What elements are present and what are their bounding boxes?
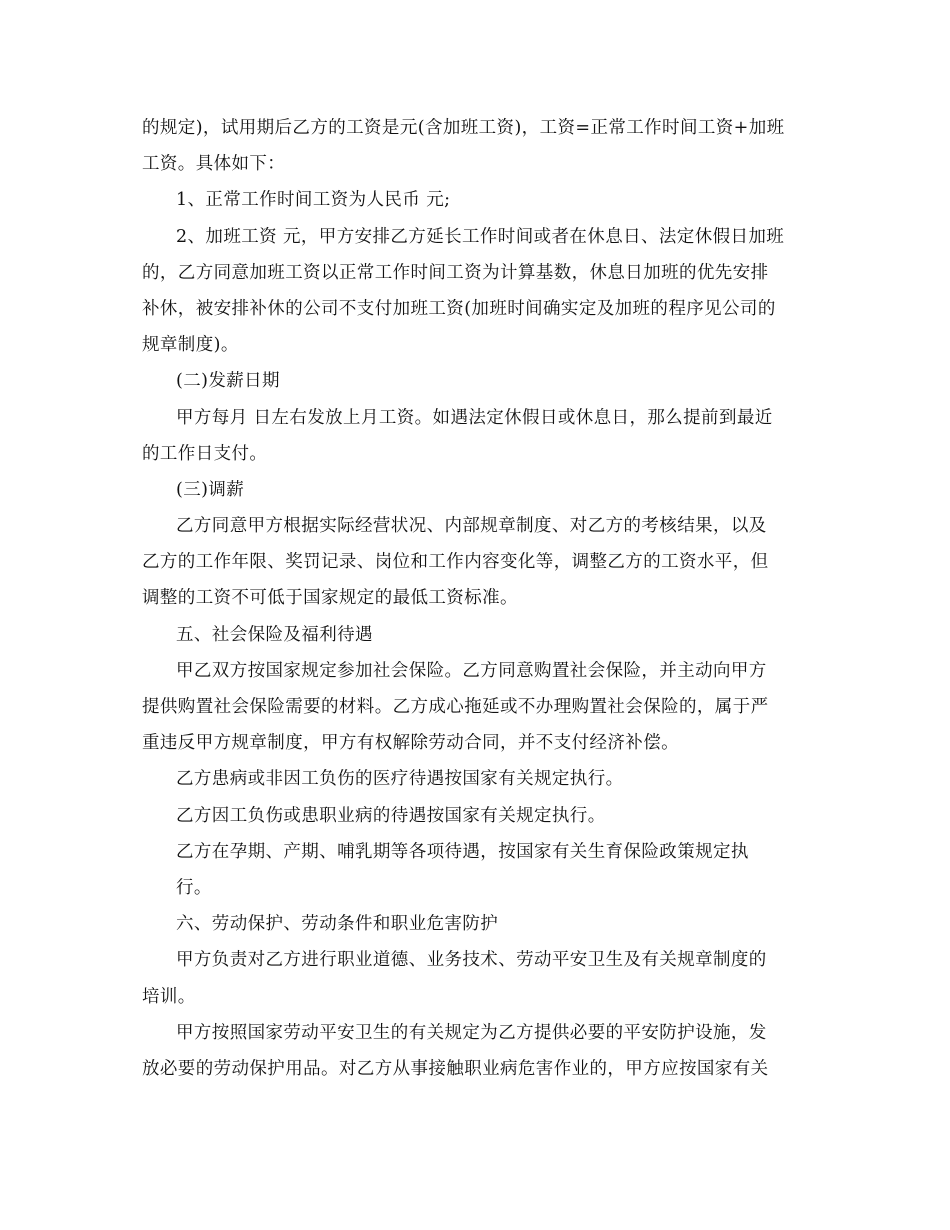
text-line: 的工作日支付。 <box>142 443 268 464</box>
section-heading: 五、社会保险及福利待遇 <box>176 624 373 645</box>
text-line: 2、加班工资 元，甲方安排乙方延长工作时间或者在休息日、法定休假日加班 <box>176 226 785 247</box>
text-line: 乙方的工作年限、奖罚记录、岗位和工作内容变化等，调整乙方的工资水平，但 <box>142 552 769 573</box>
text-line: 补休，被安排补休的公司不支付加班工资(加班时间确实定及加班的程序见公司的 <box>142 298 776 319</box>
section-heading: (二)发薪日期 <box>176 371 280 392</box>
text-line: 行。 <box>176 877 212 898</box>
section-heading: (三)调薪 <box>176 479 245 500</box>
text-line: 甲方负责对乙方进行职业道德、业务技术、劳动平安卫生及有关规章制度的 <box>176 950 767 971</box>
text-line: 调整的工资不可低于国家规定的最低工资标准。 <box>142 588 518 609</box>
text-line: 的规定)，试用期后乙方的工资是元(含加班工资)，工资=正常工作时间工资+加班 <box>142 118 785 138</box>
text-line: 甲方按照国家劳动平安卫生的有关规定为乙方提供必要的平安防护设施，发 <box>176 1022 767 1043</box>
text-line: 的，乙方同意加班工资以正常工作时间工资为计算基数，休息日加班的优先安排 <box>142 262 769 283</box>
text-line: 乙方患病或非因工负伤的医疗待遇按国家有关规定执行。 <box>176 769 624 790</box>
text-line: 放必要的劳动保护用品。对乙方从事接触职业病危害作业的，甲方应按国家有关 <box>142 1058 769 1079</box>
section-heading: 六、劳动保护、劳动条件和职业危害防护 <box>176 914 499 935</box>
text-line: 培训。 <box>142 986 196 1007</box>
text-line: 1、正常工作时间工资为人民币 元; <box>176 190 451 211</box>
text-line: 乙方在孕期、产期、哺乳期等各项待遇，按国家有关生育保险政策规定执 <box>176 841 749 862</box>
text-line: 甲乙双方按国家规定参加社会保险。乙方同意购置社会保险，并主动向甲方 <box>176 660 767 681</box>
document-body <box>142 110 814 1087</box>
text-line: 工资。具体如下： <box>142 154 286 175</box>
text-line: 乙方因工负伤或患职业病的待遇按国家有关规定执行。 <box>176 805 606 826</box>
text-line: 重违反甲方规章制度，甲方有权解除劳动合同，并不支付经济补偿。 <box>142 733 679 754</box>
text-line: 提供购置社会保险需要的材料。乙方成心拖延或不办理购置社会保险的，属于严 <box>142 697 769 717</box>
text-line: 乙方同意甲方根据实际经营状况、内部规章制度、对乙方的考核结果，以及 <box>176 516 767 537</box>
text-line: 甲方每月 日左右发放上月工资。如遇法定休假日或休息日，那么提前到最近 <box>176 407 773 428</box>
text-line: 规章制度)。 <box>142 335 239 356</box>
